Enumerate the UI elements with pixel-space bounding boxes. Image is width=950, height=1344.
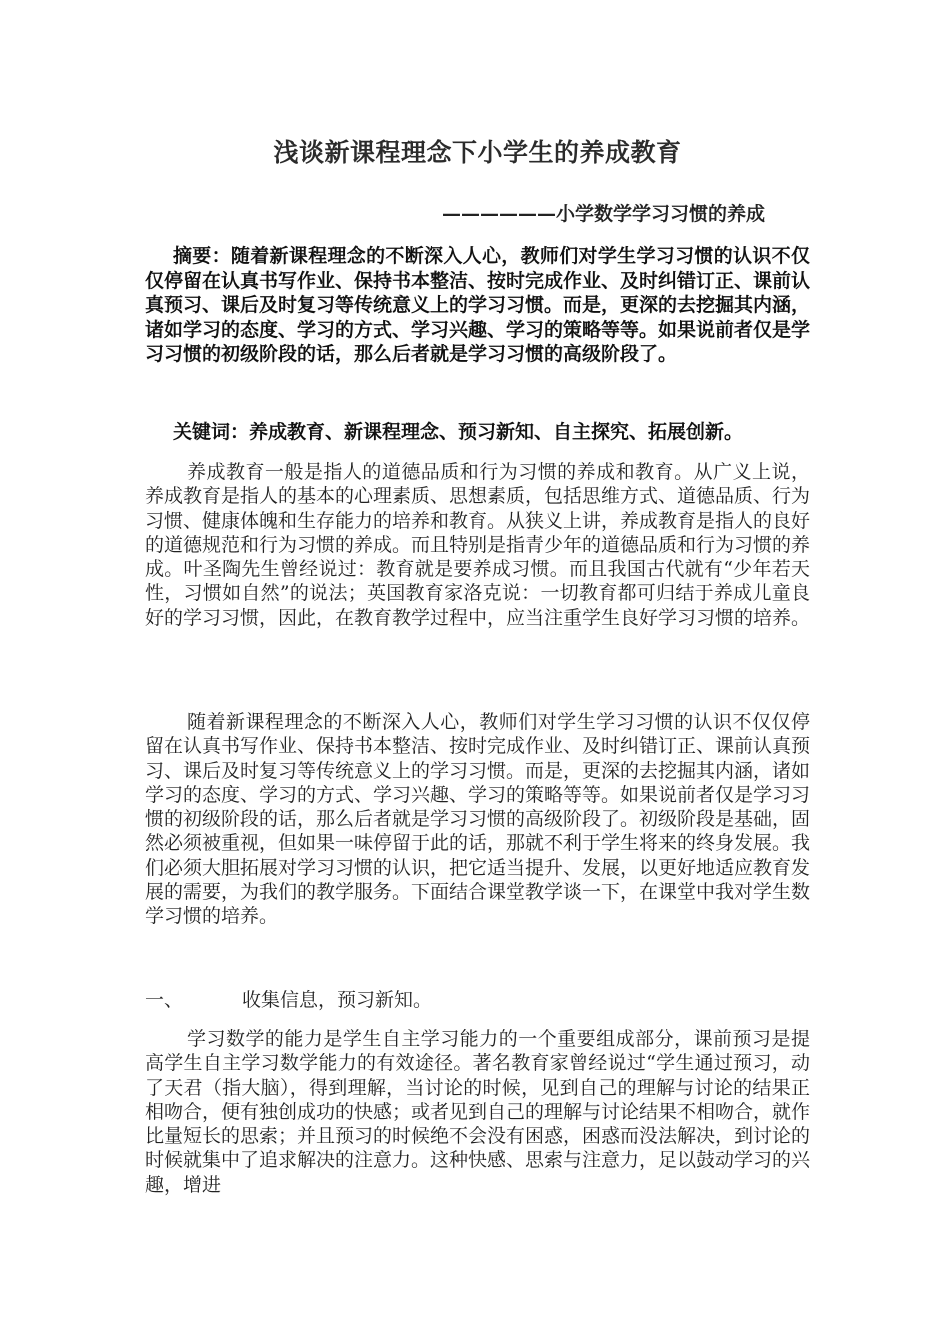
document-title: 浅谈新课程理念下小学生的养成教育 <box>273 138 682 167</box>
keywords-line: 关键词：养成教育、新课程理念、预习新知、自主探究、拓展创新。 <box>173 421 744 443</box>
section-heading-text: 收集信息，预习新知。 <box>242 989 433 1011</box>
document-subtitle: ——————小学数学学习习惯的养成 <box>442 203 766 225</box>
abstract-paragraph: 摘要：随着新课程理念的不断深入人心，教师们对学生学习习惯的认识不仅仅停留在认真书写作业、保持书本整洁、按时完成作业、及时纠错订正、课前认真预习、课后及时复习等传统意义上的学习习惯。而是，更深的去挖掘其内涵，诸如学习的态度、学习的方式、学习兴趣、学习的策略等等。如果说前者仅是学习习惯的初级阶段的话，那么后者就是学习习惯的高级阶段了。 <box>145 245 811 365</box>
body-paragraph: 随着新课程理念的不断深入人心，教师们对学生学习习惯的认识不仅仅停留在认真书写作业、保持书本整洁、按时完成作业、及时纠错订正、课前认真预习、课后及时复习等传统意义上的学习习惯。而是，更深的去挖掘其内涵，诸如学习的态度、学习的方式、学习兴趣、学习的策略等等。如果说前者仅是学习习惯的初级阶段的话，那么后者就是学习习惯的高级阶段了。初级阶段是基础，固然必须被重视，但如果一味停留于此的话，那就不利于学生将来的终身发展。我们必须大胆拓展对学习习惯的认识，把它适当提升、发展，以更好地适应教育发展的需要，为我们的教学服务。下面结合课堂教学谈一下，在课堂中我对学生数学习惯的培养。 <box>145 711 811 928</box>
section-heading <box>145 985 432 1012</box>
body-paragraph: 养成教育一般是指人的道德品质和行为习惯的养成和教育。从广义上说，养成教育是指人的基本的心理素质、思想素质，包括思维方式、道德品质、行为习惯、健康体魄和生存能力的培养和教育。从狭义上讲，养成教育是指人的良好的道德规范和行为习惯的养成。而且特别是指青少年的道德品质和行为习惯的养成。叶圣陶先生曾经说过：教育就是要养成习惯。而且我国古代就有“少年若天性，习惯如自然”的说法；英国教育家洛克说：一切教育都可归结于养成儿童良好的学习习惯，因此，在教育教学过程中，应当注重学生良好学习习惯的培养。 <box>145 461 811 629</box>
section-number: 一、 <box>145 989 184 1011</box>
section-paragraph: 学习数学的能力是学生自主学习能力的一个重要组成部分，课前预习是提高学生自主学习数学能力的有效途径。著名教育家曾经说过“学生通过预习，动了天君（指大脑），得到理解，当讨论的时候，见到自己的理解与讨论的结果正相吻合，便有独创成功的快感；或者见到自己的理解与讨论结果不相吻合，就作比量短长的思索；并且预习的时候绝不会没有困惑，困惑而没法解决，到讨论的时候就集中了追求解决的注意力。这种快感、思索与注意力，足以鼓动学习的兴趣，增进 <box>145 1028 811 1196</box>
